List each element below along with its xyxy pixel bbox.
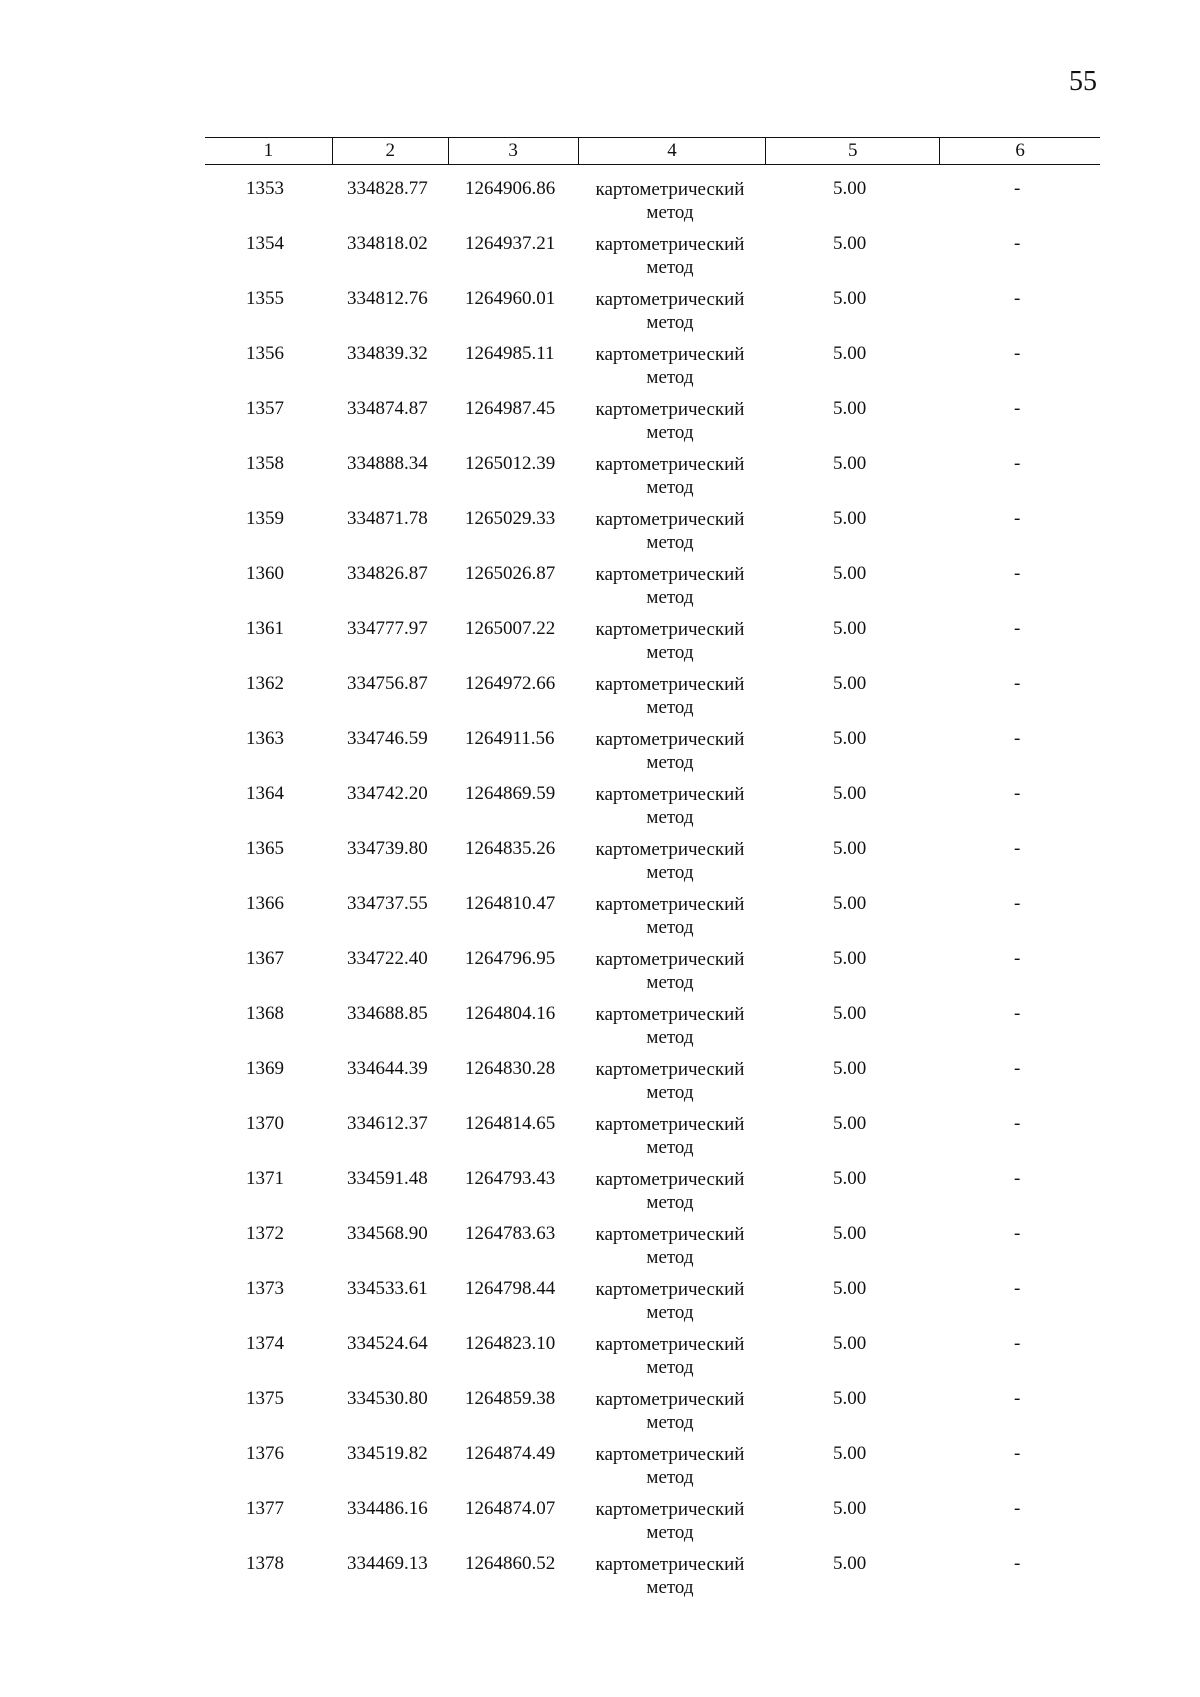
method-cell [590, 1278, 750, 1324]
accuracy-value: 5.00 [833, 233, 867, 254]
method-cell [590, 1553, 750, 1599]
x-coordinate: 334826.87 [347, 563, 428, 584]
method-line2: метод [646, 1467, 694, 1488]
method-cell [590, 1388, 750, 1434]
method-cell [590, 563, 750, 609]
method-line1: картометрический [595, 289, 745, 310]
y-coordinate: 1264874.07 [465, 1498, 556, 1519]
x-coordinate: 334874.87 [347, 398, 428, 419]
x-coordinate: 334568.90 [347, 1223, 428, 1244]
x-coordinate: 334722.40 [347, 948, 428, 969]
method-cell [590, 178, 750, 224]
point-number: 1366 [246, 893, 284, 914]
point-number: 1360 [246, 563, 284, 584]
x-coordinate: 334839.32 [347, 343, 428, 364]
method-line2: метод [646, 312, 694, 333]
note-value: - [1014, 618, 1021, 639]
x-coordinate: 334777.97 [347, 618, 428, 639]
accuracy-value: 5.00 [833, 563, 867, 584]
method-cell [590, 1168, 750, 1214]
note-value: - [1014, 343, 1021, 364]
x-coordinate: 334756.87 [347, 673, 428, 694]
accuracy-value: 5.00 [833, 673, 867, 694]
method-cell [590, 1003, 750, 1049]
method-line2: метод [646, 1522, 694, 1543]
x-coordinate: 334486.16 [347, 1498, 428, 1519]
y-coordinate: 1264823.10 [465, 1333, 556, 1354]
page-number: 55 [1069, 66, 1097, 97]
accuracy-value: 5.00 [833, 948, 867, 969]
point-number: 1361 [246, 618, 284, 639]
y-coordinate: 1264937.21 [465, 233, 556, 254]
y-coordinate: 1264835.26 [465, 838, 556, 859]
table-row [0, 783, 1200, 838]
x-coordinate: 334871.78 [347, 508, 428, 529]
table-row [0, 398, 1200, 453]
method-cell [590, 893, 750, 939]
note-value: - [1014, 1278, 1021, 1299]
y-coordinate: 1264960.01 [465, 288, 556, 309]
method-line2: метод [646, 1192, 694, 1213]
point-number: 1375 [246, 1388, 284, 1409]
y-coordinate: 1264874.49 [465, 1443, 556, 1464]
method-line1: картометрический [595, 894, 745, 915]
accuracy-value: 5.00 [833, 893, 867, 914]
method-line1: картометрический [595, 1444, 745, 1465]
accuracy-value: 5.00 [833, 508, 867, 529]
note-value: - [1014, 1553, 1021, 1574]
method-line1: картометрический [595, 1224, 745, 1245]
table-row [0, 1388, 1200, 1443]
method-line2: метод [646, 1137, 694, 1158]
accuracy-value: 5.00 [833, 453, 867, 474]
point-number: 1355 [246, 288, 284, 309]
method-line1: картометрический [595, 1279, 745, 1300]
x-coordinate: 334888.34 [347, 453, 428, 474]
note-value: - [1014, 508, 1021, 529]
point-number: 1369 [246, 1058, 284, 1079]
note-value: - [1014, 1168, 1021, 1189]
method-line1: картометрический [595, 1499, 745, 1520]
y-coordinate: 1264972.66 [465, 673, 556, 694]
accuracy-value: 5.00 [833, 1168, 867, 1189]
point-number: 1376 [246, 1443, 284, 1464]
note-value: - [1014, 673, 1021, 694]
y-coordinate: 1265026.87 [465, 563, 556, 584]
note-value: - [1014, 288, 1021, 309]
method-cell [590, 1333, 750, 1379]
note-value: - [1014, 728, 1021, 749]
table-row [0, 728, 1200, 783]
method-line2: метод [646, 257, 694, 278]
method-line2: метод [646, 1412, 694, 1433]
method-line1: картометрический [595, 1334, 745, 1355]
accuracy-value: 5.00 [833, 1113, 867, 1134]
y-coordinate: 1265029.33 [465, 508, 556, 529]
y-coordinate: 1264783.63 [465, 1223, 556, 1244]
y-coordinate: 1264911.56 [465, 728, 555, 749]
accuracy-value: 5.00 [833, 1223, 867, 1244]
table-row [0, 838, 1200, 893]
method-line2: метод [646, 587, 694, 608]
note-value: - [1014, 1443, 1021, 1464]
method-line2: метод [646, 1082, 694, 1103]
accuracy-value: 5.00 [833, 343, 867, 364]
method-line2: метод [646, 202, 694, 223]
method-line1: картометрический [595, 1059, 745, 1080]
table-row [0, 1058, 1200, 1113]
method-line1: картометрический [595, 564, 745, 585]
method-cell [590, 1443, 750, 1489]
accuracy-value: 5.00 [833, 1388, 867, 1409]
method-line2: метод [646, 972, 694, 993]
note-value: - [1014, 783, 1021, 804]
method-cell [590, 1223, 750, 1269]
method-cell [590, 1498, 750, 1544]
note-value: - [1014, 948, 1021, 969]
note-value: - [1014, 233, 1021, 254]
method-cell [590, 783, 750, 829]
method-cell [590, 288, 750, 334]
x-coordinate: 334519.82 [347, 1443, 428, 1464]
table-row [0, 673, 1200, 728]
table-row [0, 1223, 1200, 1278]
method-cell [590, 728, 750, 774]
table-row [0, 563, 1200, 618]
x-coordinate: 334469.13 [347, 1553, 428, 1574]
header-col-2: 2 [332, 138, 448, 164]
point-number: 1364 [246, 783, 284, 804]
x-coordinate: 334530.80 [347, 1388, 428, 1409]
note-value: - [1014, 1003, 1021, 1024]
point-number: 1362 [246, 673, 284, 694]
method-line1: картометрический [595, 454, 745, 475]
point-number: 1367 [246, 948, 284, 969]
table-row [0, 1003, 1200, 1058]
note-value: - [1014, 1388, 1021, 1409]
method-cell [590, 233, 750, 279]
y-coordinate: 1265007.22 [465, 618, 556, 639]
accuracy-value: 5.00 [833, 1003, 867, 1024]
y-coordinate: 1264796.95 [465, 948, 556, 969]
method-line1: картометрический [595, 674, 745, 695]
table-row [0, 288, 1200, 343]
method-line2: метод [646, 1357, 694, 1378]
point-number: 1358 [246, 453, 284, 474]
point-number: 1356 [246, 343, 284, 364]
point-number: 1363 [246, 728, 284, 749]
point-number: 1370 [246, 1113, 284, 1134]
x-coordinate: 334812.76 [347, 288, 428, 309]
x-coordinate: 334533.61 [347, 1278, 428, 1299]
method-line2: метод [646, 642, 694, 663]
accuracy-value: 5.00 [833, 618, 867, 639]
x-coordinate: 334612.37 [347, 1113, 428, 1134]
table-row [0, 618, 1200, 673]
table-header [205, 137, 1100, 165]
method-line2: метод [646, 697, 694, 718]
table-row [0, 1113, 1200, 1168]
note-value: - [1014, 398, 1021, 419]
y-coordinate: 1264810.47 [465, 893, 556, 914]
method-line1: картометрический [595, 1554, 745, 1575]
table-row [0, 1278, 1200, 1333]
y-coordinate: 1264906.86 [465, 178, 556, 199]
note-value: - [1014, 1333, 1021, 1354]
method-line1: картометрический [595, 399, 745, 420]
table-row [0, 1443, 1200, 1498]
table-row [0, 233, 1200, 288]
x-coordinate: 334591.48 [347, 1168, 428, 1189]
method-line2: метод [646, 367, 694, 388]
method-cell [590, 673, 750, 719]
note-value: - [1014, 1223, 1021, 1244]
note-value: - [1014, 1498, 1021, 1519]
header-col-6: 6 [939, 138, 1100, 164]
method-cell [590, 618, 750, 664]
table-row [0, 343, 1200, 398]
header-col-5: 5 [765, 138, 939, 164]
note-value: - [1014, 563, 1021, 584]
x-coordinate: 334524.64 [347, 1333, 428, 1354]
method-line2: метод [646, 532, 694, 553]
note-value: - [1014, 178, 1021, 199]
x-coordinate: 334818.02 [347, 233, 428, 254]
header-col-4: 4 [578, 138, 766, 164]
table-row [0, 1553, 1200, 1608]
method-line1: картометрический [595, 234, 745, 255]
method-line2: метод [646, 477, 694, 498]
table-row [0, 178, 1200, 233]
method-cell [590, 453, 750, 499]
method-cell [590, 343, 750, 389]
x-coordinate: 334737.55 [347, 893, 428, 914]
x-coordinate: 334644.39 [347, 1058, 428, 1079]
table-row [0, 1498, 1200, 1553]
accuracy-value: 5.00 [833, 178, 867, 199]
point-number: 1378 [246, 1553, 284, 1574]
method-line1: картометрический [595, 839, 745, 860]
y-coordinate: 1264987.45 [465, 398, 556, 419]
accuracy-value: 5.00 [833, 1333, 867, 1354]
header-col-1: 1 [263, 140, 274, 161]
method-line2: метод [646, 1302, 694, 1323]
accuracy-value: 5.00 [833, 1443, 867, 1464]
method-line2: метод [646, 422, 694, 443]
point-number: 1365 [246, 838, 284, 859]
method-line2: метод [646, 862, 694, 883]
method-cell [590, 398, 750, 444]
method-line1: картометрический [595, 1004, 745, 1025]
accuracy-value: 5.00 [833, 1058, 867, 1079]
method-line1: картометрический [595, 949, 745, 970]
accuracy-value: 5.00 [833, 1553, 867, 1574]
y-coordinate: 1264869.59 [465, 783, 556, 804]
method-line2: метод [646, 1577, 694, 1598]
method-cell [590, 948, 750, 994]
accuracy-value: 5.00 [833, 728, 867, 749]
method-line1: картометрический [595, 344, 745, 365]
y-coordinate: 1264860.52 [465, 1553, 556, 1574]
point-number: 1372 [246, 1223, 284, 1244]
method-cell [590, 1113, 750, 1159]
point-number: 1374 [246, 1333, 284, 1354]
method-cell [590, 1058, 750, 1104]
table-row [0, 1333, 1200, 1388]
y-coordinate: 1264814.65 [465, 1113, 556, 1134]
point-number: 1353 [246, 178, 284, 199]
note-value: - [1014, 453, 1021, 474]
method-line1: картометрический [595, 1389, 745, 1410]
header-col-3: 3 [448, 138, 578, 164]
point-number: 1354 [246, 233, 284, 254]
method-line1: картометрический [595, 179, 745, 200]
accuracy-value: 5.00 [833, 838, 867, 859]
method-line2: метод [646, 917, 694, 938]
accuracy-value: 5.00 [833, 398, 867, 419]
method-cell [590, 838, 750, 884]
point-number: 1371 [246, 1168, 284, 1189]
accuracy-value: 5.00 [833, 1498, 867, 1519]
table-row [0, 1168, 1200, 1223]
point-number: 1373 [246, 1278, 284, 1299]
x-coordinate: 334742.20 [347, 783, 428, 804]
x-coordinate: 334746.59 [347, 728, 428, 749]
method-line1: картометрический [595, 1114, 745, 1135]
accuracy-value: 5.00 [833, 1278, 867, 1299]
y-coordinate: 1264985.11 [465, 343, 555, 364]
method-line1: картометрический [595, 1169, 745, 1190]
table-body [0, 178, 1200, 1608]
accuracy-value: 5.00 [833, 288, 867, 309]
method-line2: метод [646, 752, 694, 773]
accuracy-value: 5.00 [833, 783, 867, 804]
table-row [0, 453, 1200, 508]
x-coordinate: 334828.77 [347, 178, 428, 199]
note-value: - [1014, 1058, 1021, 1079]
method-line2: метод [646, 1247, 694, 1268]
table-row [0, 893, 1200, 948]
y-coordinate: 1264830.28 [465, 1058, 556, 1079]
y-coordinate: 1264793.43 [465, 1168, 556, 1189]
table-row [0, 948, 1200, 1003]
note-value: - [1014, 893, 1021, 914]
method-cell [590, 508, 750, 554]
table-row [0, 508, 1200, 563]
point-number: 1357 [246, 398, 284, 419]
note-value: - [1014, 1113, 1021, 1134]
x-coordinate: 334739.80 [347, 838, 428, 859]
method-line2: метод [646, 1027, 694, 1048]
point-number: 1377 [246, 1498, 284, 1519]
x-coordinate: 334688.85 [347, 1003, 428, 1024]
method-line1: картометрический [595, 729, 745, 750]
point-number: 1359 [246, 508, 284, 529]
note-value: - [1014, 838, 1021, 859]
y-coordinate: 1264859.38 [465, 1388, 556, 1409]
method-line1: картометрический [595, 784, 745, 805]
method-line2: метод [646, 807, 694, 828]
point-number: 1368 [246, 1003, 284, 1024]
method-line1: картометрический [595, 509, 745, 530]
y-coordinate: 1265012.39 [465, 453, 556, 474]
method-line1: картометрический [595, 619, 745, 640]
y-coordinate: 1264804.16 [465, 1003, 556, 1024]
y-coordinate: 1264798.44 [465, 1278, 556, 1299]
